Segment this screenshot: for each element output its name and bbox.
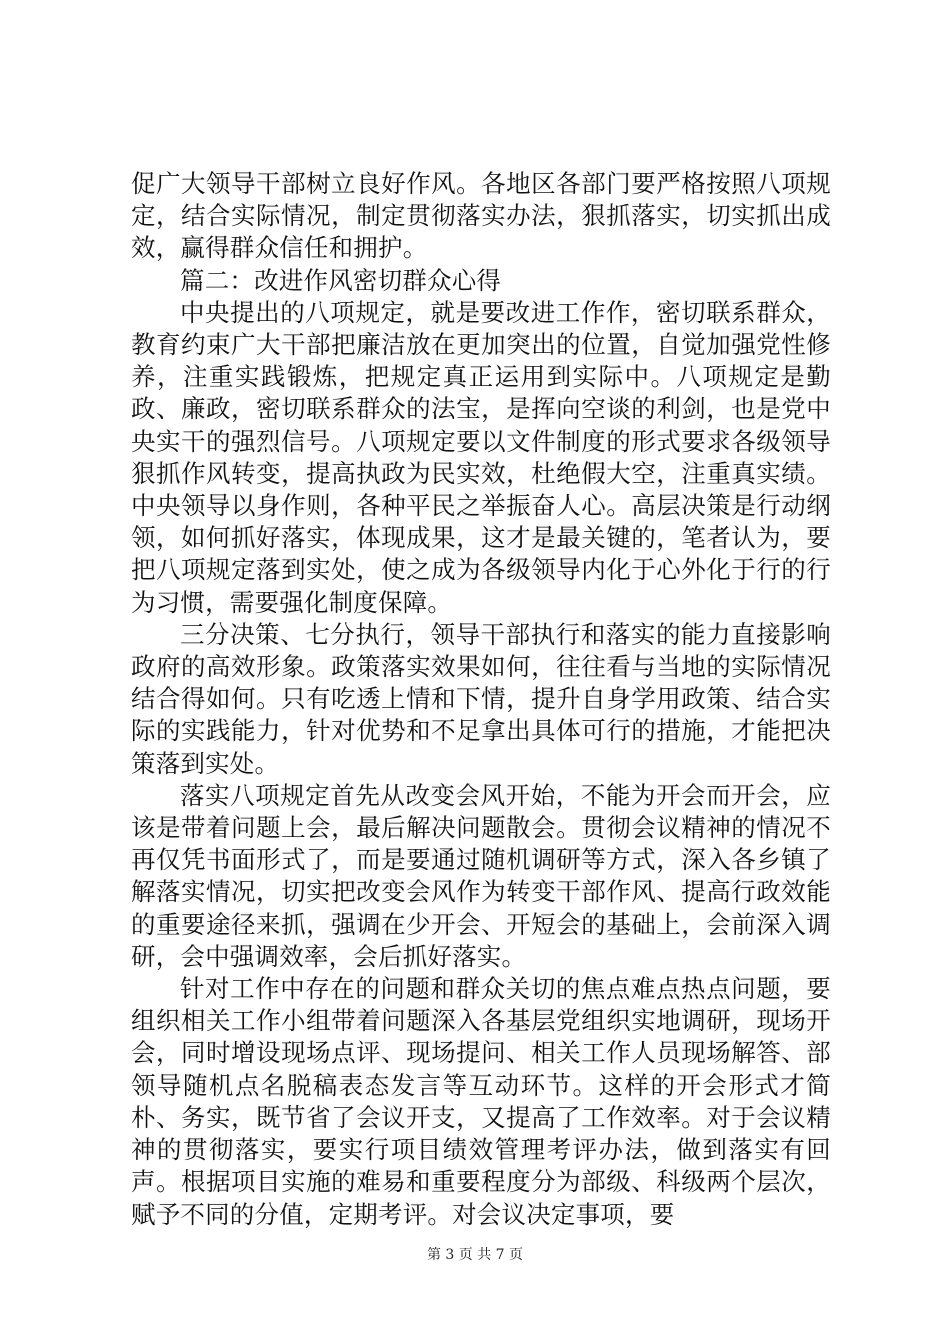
paragraph: 中央提出的八项规定，就是要改进工作作，密切联系群众，教育约束广大干部把廉洁放在更加突出的位置，自觉加强党性修养，注重实践锻炼，把规定真正运用到实际中。八项规定是勤政、廉政，密切联系群众的法宝，是挥向空谈的利剑，也是党中央实干的强烈信号。八项规定要以文件制度的形式要求各级领导狠抓作风转变，提高执政为民实效，杜绝假大空，注重真实绩。中央领导以身作则，各种平民之举振奋人心。高层决策是行动纲领，如何抓好落实，体现成果，这才是最关键的，笔者认为，要把八项规定落到实处，使之成为各级领导内化于心外化于行的行为习惯，需要强化制度保障。 xyxy=(131,297,831,617)
document-body xyxy=(131,168,831,1231)
section-heading: 篇二：改进作风密切群众心得 xyxy=(180,265,502,295)
paragraph: 落实八项规定首先从改变会风开始，不能为开会而开会，应该是带着问题上会，最后解决问题散会。贯彻会议精神的情况不再仅凭书面形式了，而是要通过随机调研等方式，深入各乡镇了解落实情况，切实把改变会风作为转变干部作风、提高行政效能的重要途径来抓，强调在少开会、开短会的基础上，会前深入调研，会中强调效率，会后抓好落实。 xyxy=(131,780,831,971)
paragraph: 三分决策、七分执行，领导干部执行和落实的能力直接影响政府的高效形象。政策落实效果如何，往往看与当地的实际情况结合得如何。只有吃透上情和下情，提升自身学用政策、结合实际的实践能力，针对优势和不足拿出具体可行的措施，才能把决策落到实处。 xyxy=(131,619,831,778)
paragraph-continued: 促广大领导干部树立良好作风。各地区各部门要严格按照八项规定，结合实际情况，制定贯彻落实办法，狠抓落实，切实抓出成效，赢得群众信任和拥护。 xyxy=(131,169,831,263)
paragraph: 针对工作中存在的问题和群众关切的焦点难点热点问题，要组织相关工作小组带着问题深入各基层党组织实地调研，现场开会，同时增设现场点评、现场提问、相关工作人员现场解答、部领导随机点名脱稿表态发言等互动环节。这样的开会形式才简朴、务实，既节省了会议开支，又提高了工作效率。对于会议精神的贯彻落实，要实行项目绩效管理考评办法，做到落实有回声。根据项目实施的难易和重要程度分为部级、科级两个层次，赋予不同的分值，定期考评。对会议决定事项，要 xyxy=(131,974,831,1229)
page-number-footer: 第 3 页 共 7 页 xyxy=(426,1247,524,1263)
